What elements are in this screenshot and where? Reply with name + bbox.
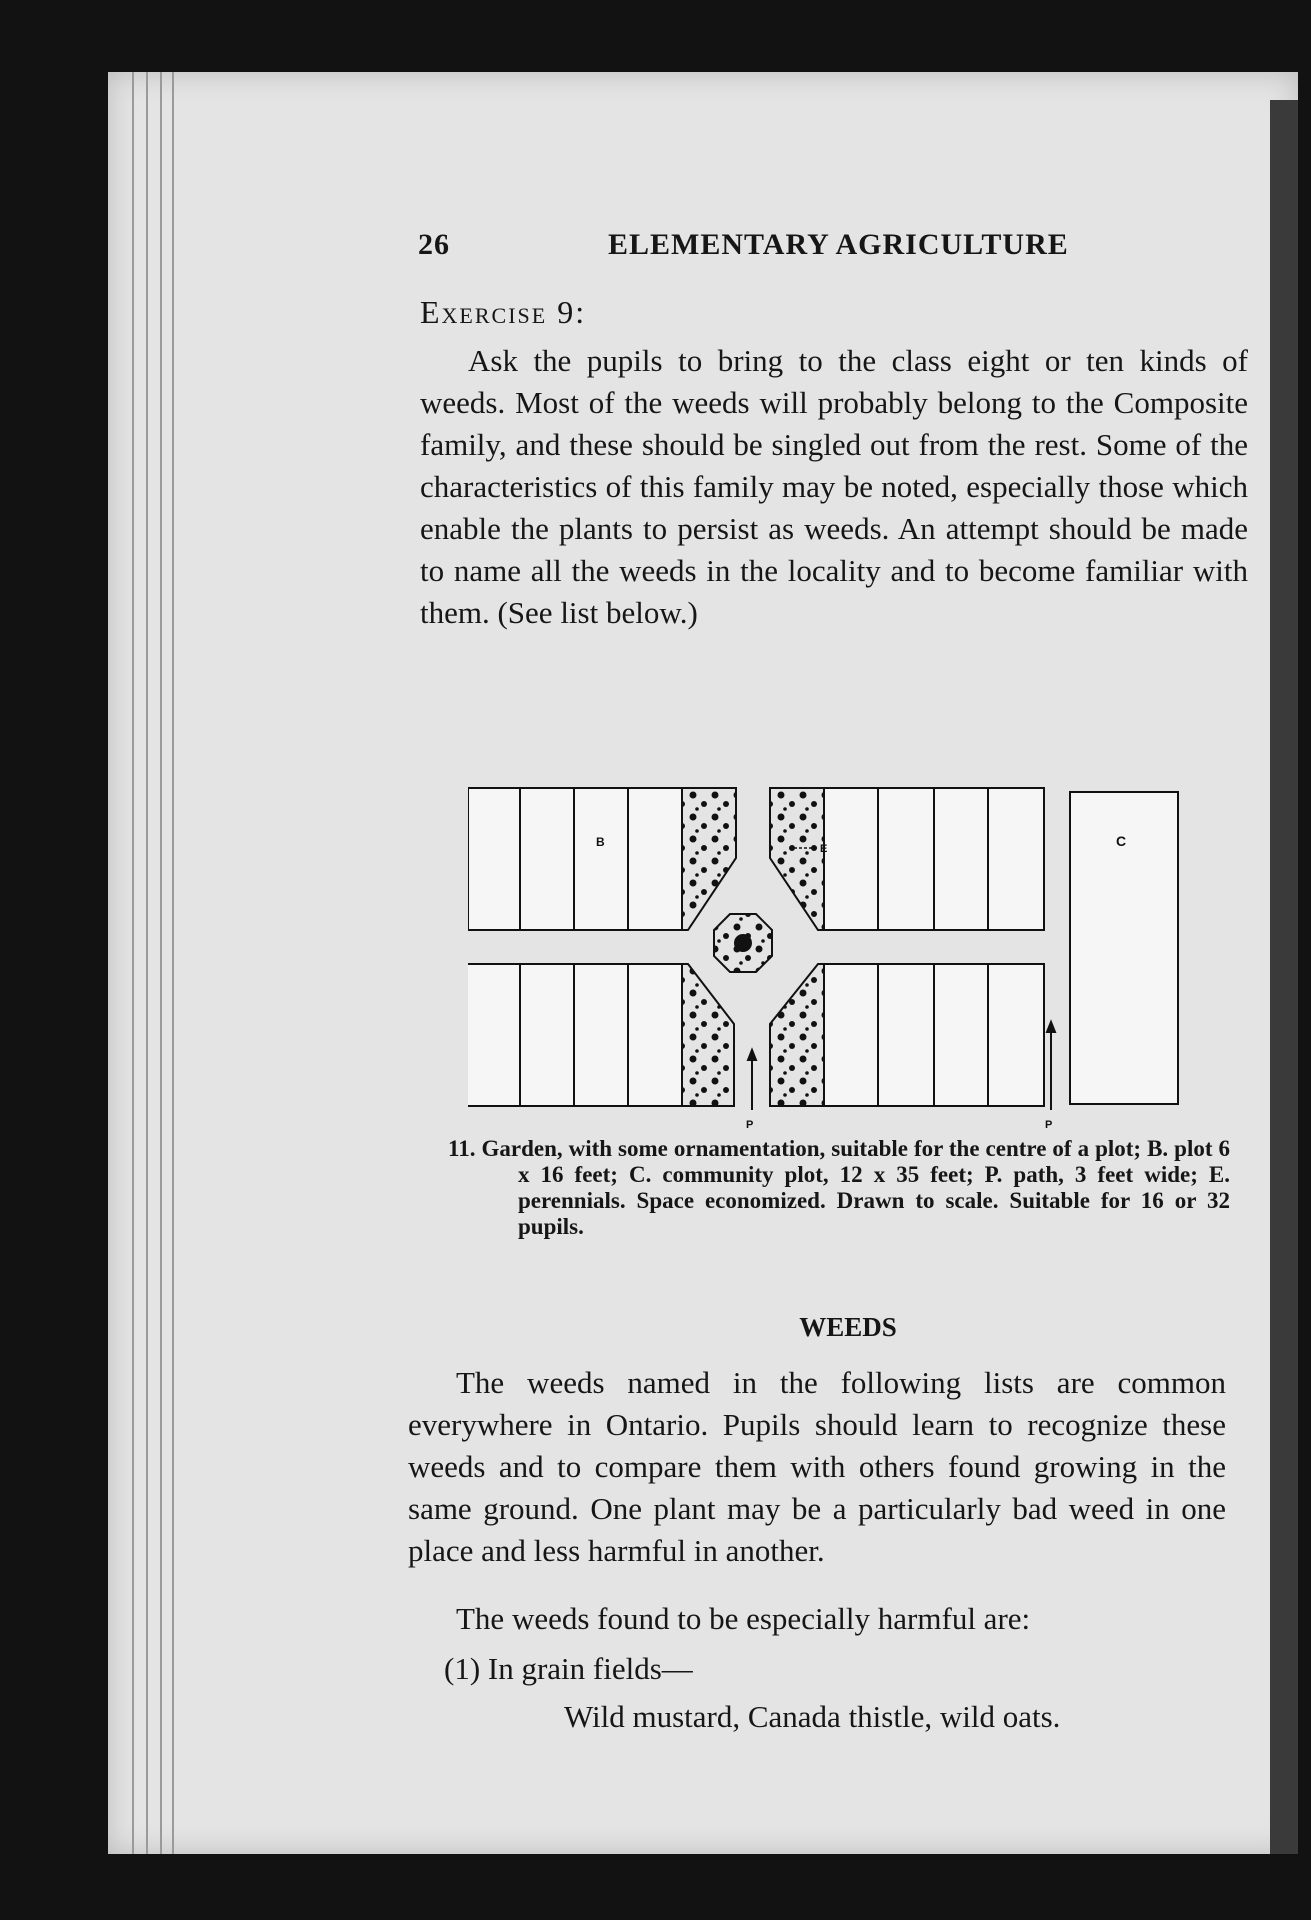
book-page: [108, 72, 1298, 1854]
list-item-label: (1) In grain fields—: [444, 1651, 693, 1686]
page-number: 26: [418, 228, 450, 261]
flower-bed: [682, 788, 736, 930]
weeds-intro-paragraph: The weeds named in the following lists are common everywhere in Ontario. Pupils should learn to recognize these weeds and to compare them with others found growing in the same ground. One plant may be a particularly bad weed in one place and less harmful in another.: [408, 1365, 1226, 1568]
flower-bed: [770, 964, 824, 1106]
plot-strip: [520, 788, 574, 930]
exercise-paragraph: Ask the pupils to bring to the class eight or ten kinds of weeds. Most of the weeds will probably belong to the Composite family, and these should be singled out from the rest. Some of the characteristics of this family may be noted, especially those which enable the plants to persist as weeds. An attempt should be made to name all the weeds in the locality and to become familiar with them. (See list below.): [420, 343, 1248, 630]
label-p-left: P: [746, 1119, 754, 1131]
plot-strip: [574, 788, 628, 930]
plot-strip: [468, 788, 520, 930]
page-edge-line: [146, 72, 148, 1854]
plot-strip: [934, 964, 988, 1106]
plot-strip: [520, 964, 574, 1106]
label-p-right: P: [1045, 1119, 1053, 1131]
garden-plan-figure: [468, 724, 1188, 1144]
page-edge-line: [172, 72, 174, 1854]
plot-strip: [988, 788, 1044, 930]
figure-caption: 11. Garden, with some ornamentation, suitable for the centre of a plot; B. plot 6 x 16 feet; C. community plot, 12 x 35 feet; P. path, 3 feet wide; E. perennials. Space economized. Drawn to scale. Suitable for 16 or 32 pupils.: [448, 1136, 1230, 1239]
page-shadow: [1270, 100, 1298, 1854]
plot-strip: [468, 964, 520, 1106]
plot-strip: [628, 788, 682, 930]
book-title: ELEMENTARY AGRICULTURE: [608, 228, 1069, 261]
harmful-weeds-intro: The weeds found to be especially harmful are:: [456, 1601, 1031, 1636]
path-arrow-head: [1047, 1022, 1055, 1032]
plot-strip: [574, 964, 628, 1106]
plot-strip: [628, 964, 682, 1106]
page-edge-line: [132, 72, 134, 1854]
flower-bed: [770, 788, 824, 930]
plot-strip: [824, 964, 878, 1106]
exercise-heading: Exercise 9:: [420, 294, 587, 330]
path-arrow-head: [748, 1050, 756, 1060]
label-b: B: [596, 835, 605, 849]
page-edge-line: [160, 72, 162, 1854]
flower-bed: [682, 964, 734, 1106]
plot-strip: [878, 964, 934, 1106]
label-c: C: [1116, 833, 1127, 849]
ornament-centre: [734, 934, 752, 952]
plot-strip: [934, 788, 988, 930]
plot-strip: [824, 788, 878, 930]
list-item-detail: Wild mustard, Canada thistle, wild oats.: [564, 1699, 1061, 1734]
label-e: E: [820, 843, 828, 855]
plot-strip: [988, 964, 1044, 1106]
weeds-heading: WEEDS: [799, 1312, 897, 1342]
plot-strip: [878, 788, 934, 930]
